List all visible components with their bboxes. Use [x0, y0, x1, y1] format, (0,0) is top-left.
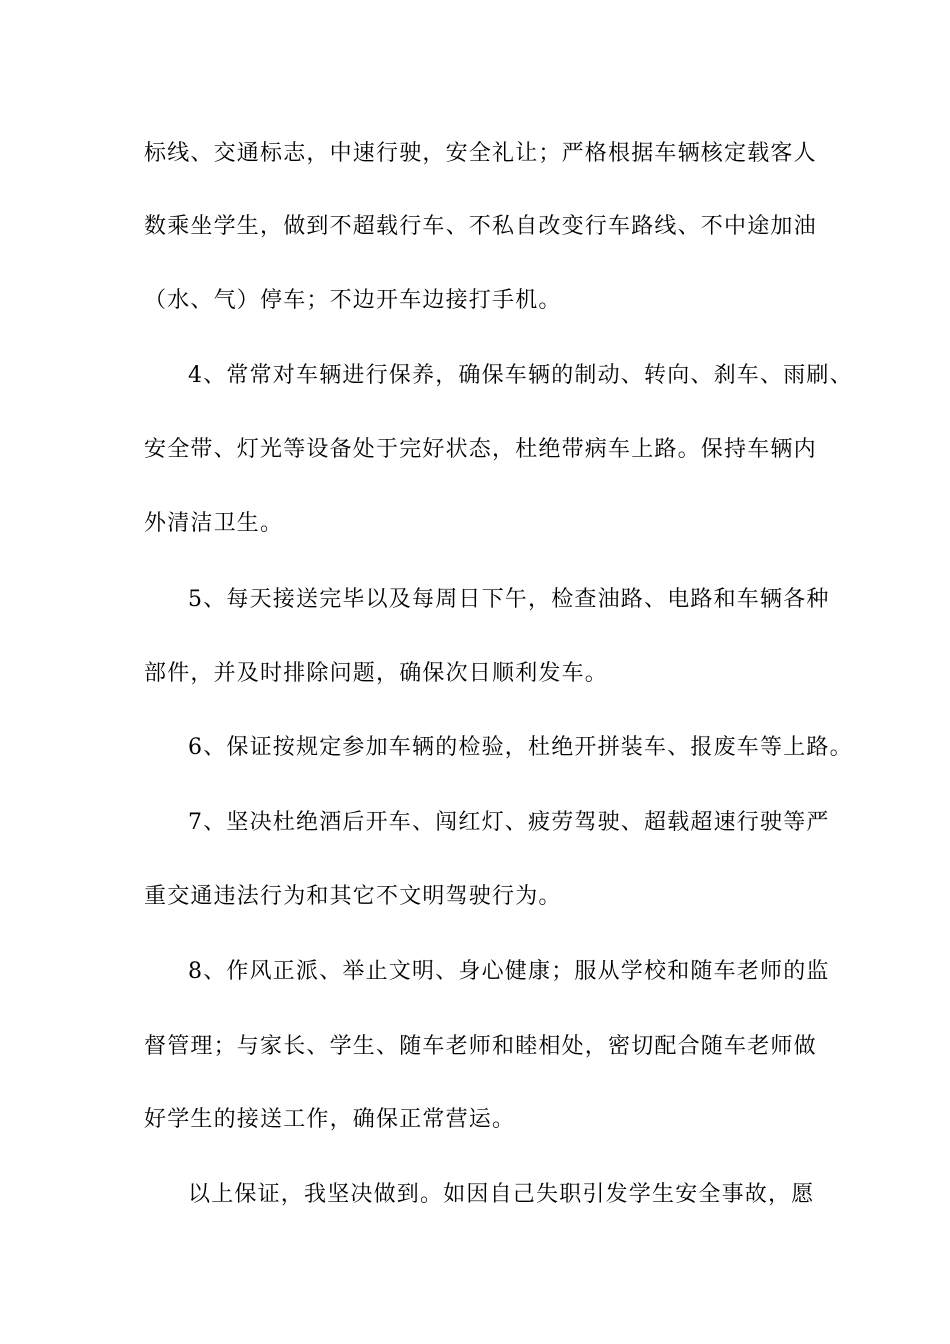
item-8-line-3: 好学生的接送工作，确保正常营运。 [144, 1107, 516, 1132]
item-7-line-2: 重交通违法行为和其它不文明驾驶行为。 [144, 884, 562, 909]
item-4-line-1: 4、常常对车辆进行保养，确保车辆的制动、转向、刹车、雨刷、 [188, 363, 853, 388]
text-line-2: 数乘坐学生，做到不超载行车、不私自改变行车路线、不中途加油 [144, 214, 817, 239]
item-4-line-3: 外清洁卫生。 [144, 511, 284, 536]
item-8-line-1: 8、作风正派、举止文明、身心健康；服从学校和随车老师的监 [188, 959, 830, 984]
text-line-1: 标线、交通标志，中速行驶，安全礼让；严格根据车辆核定载客人 [144, 141, 817, 166]
text-line-3: （水、气）停车；不边开车边接打手机。 [144, 288, 562, 313]
item-5-line-2: 部件，并及时排除问题，确保次日顺利发车。 [144, 661, 609, 686]
closing-line-1: 以上保证，我坚决做到。如因自己失职引发学生安全事故，愿 [188, 1182, 815, 1207]
item-7-line-1: 7、坚决杜绝酒后开车、闯红灯、疲劳驾驶、超载超速行驶等严 [188, 810, 830, 835]
item-5-line-1: 5、每天接送完毕以及每周日下午，检查油路、电路和车辆各种 [188, 587, 830, 612]
item-6-line-1: 6、保证按规定参加车辆的检验，杜绝开拼装车、报废车等上路。 [188, 735, 853, 760]
item-8-line-2: 督管理；与家长、学生、随车老师和睦相处，密切配合随车老师做 [144, 1034, 817, 1059]
item-4-line-2: 安全带、灯光等设备处于完好状态，杜绝带病车上路。保持车辆内 [144, 437, 817, 462]
